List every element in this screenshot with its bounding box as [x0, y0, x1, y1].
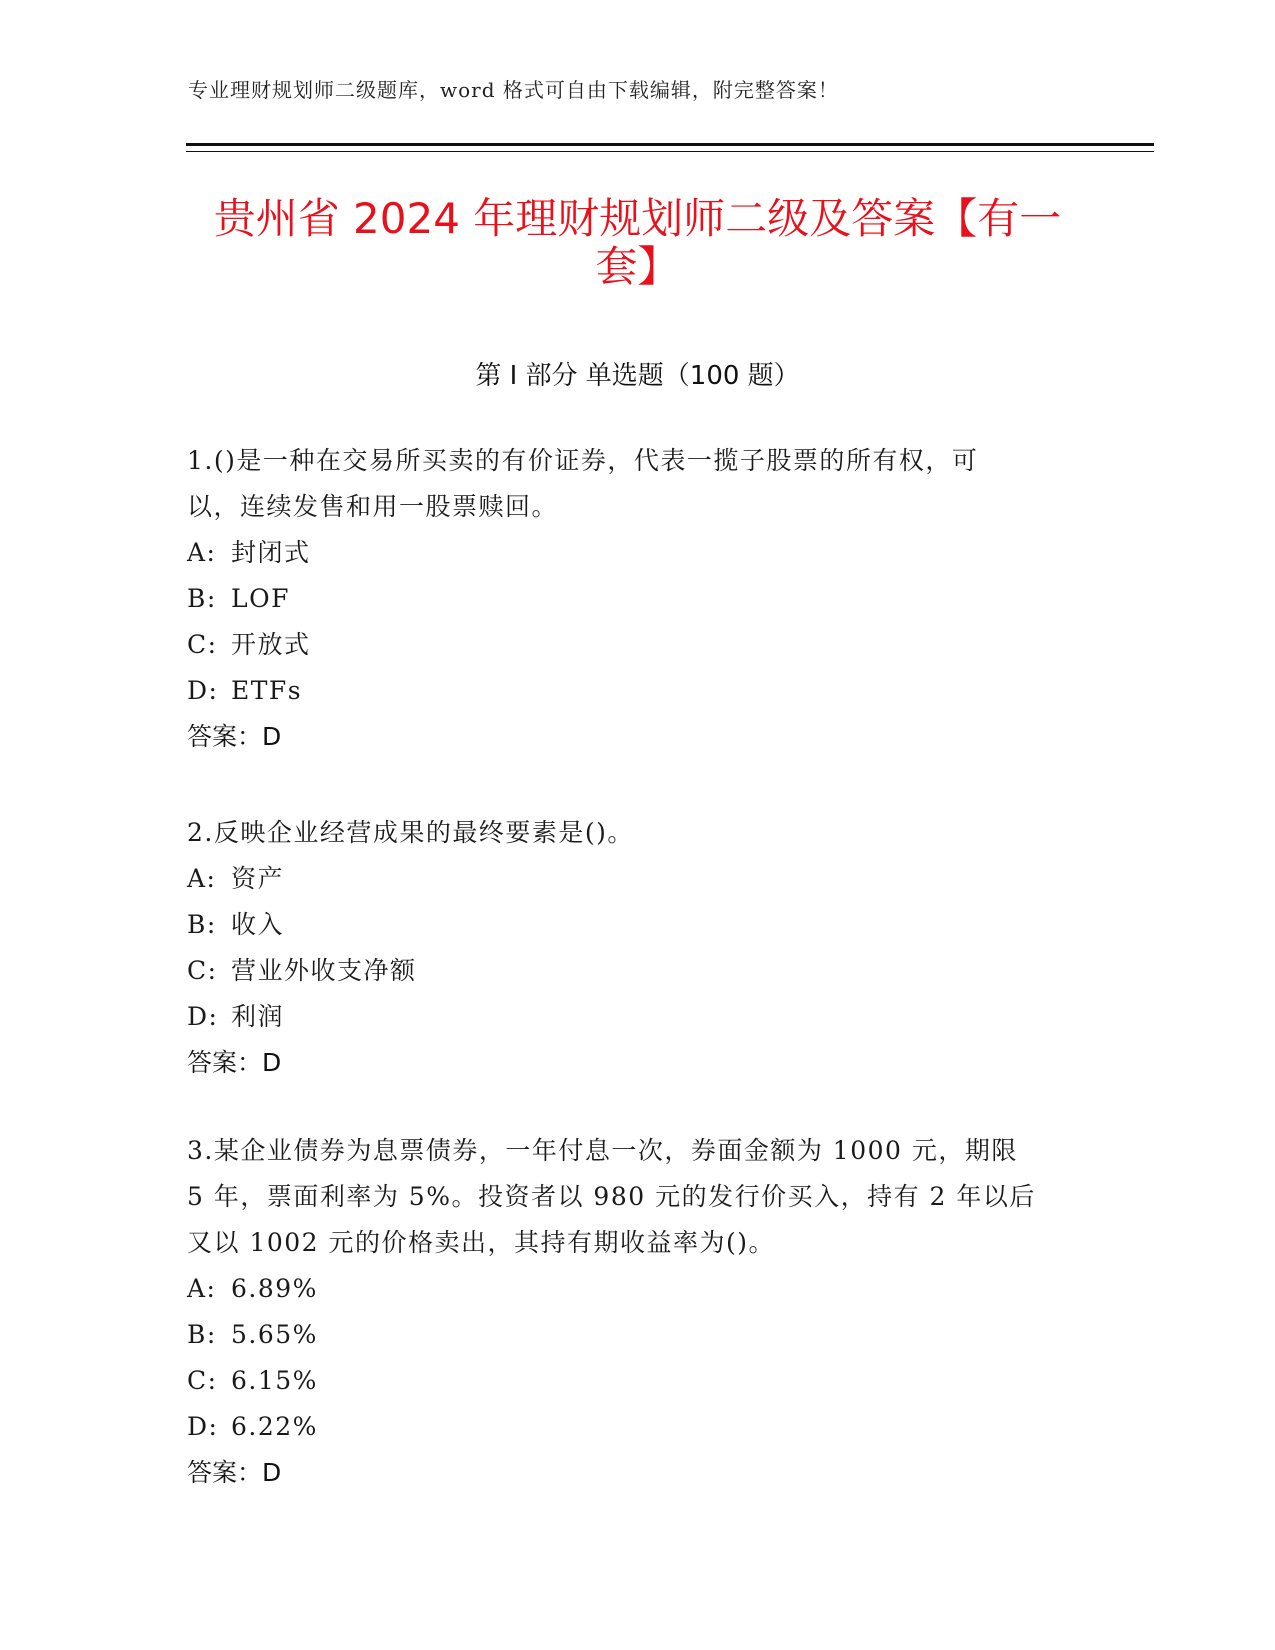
option-a: [187, 856, 1077, 902]
option-d: [187, 668, 1077, 714]
option-b: [187, 576, 1077, 622]
answer: 答案：D: [187, 1048, 282, 1077]
option-text: 6.89%: [231, 1274, 318, 1303]
question-2: [187, 810, 1077, 1086]
section-title: 第 I 部分 单选题（100 题）: [475, 361, 800, 391]
header-rule-thin: [186, 151, 1154, 152]
option-b: [187, 1312, 1077, 1358]
option-letter: A:: [187, 864, 217, 893]
option-text: 5.65%: [231, 1320, 318, 1349]
title-line-1: 贵州省 2024 年理财规划师二级及答案【有一: [213, 194, 1062, 243]
question-1: [187, 438, 1077, 760]
option-letter: D:: [187, 676, 219, 705]
option-text: 资产: [231, 864, 285, 893]
option-text: 开放式: [231, 630, 311, 659]
option-text: ETFs: [231, 676, 303, 705]
option-letter: C:: [187, 630, 218, 659]
question-stem-line: 3.某企业债券为息票债券，一年付息一次，券面金额为 1000 元，期限: [187, 1136, 1018, 1165]
option-letter: B:: [187, 584, 217, 613]
option-d: [187, 994, 1077, 1040]
option-letter: D:: [187, 1412, 219, 1441]
option-text: 利润: [231, 1002, 285, 1031]
header-note: 专业理财规划师二级题库，word 格式可自由下载编辑，附完整答案！: [188, 78, 839, 102]
option-letter: A:: [187, 538, 217, 567]
option-letter: C:: [187, 956, 218, 985]
question-3: [187, 1128, 1077, 1496]
option-text: 6.15%: [231, 1366, 318, 1395]
option-letter: B:: [187, 1320, 217, 1349]
answer: 答案：D: [187, 1458, 282, 1487]
header-rule-thick: [186, 143, 1154, 146]
option-b: [187, 902, 1077, 948]
option-text: LOF: [231, 584, 290, 613]
option-text: 封闭式: [231, 538, 311, 567]
option-letter: A:: [187, 1274, 217, 1303]
option-letter: B:: [187, 910, 217, 939]
option-text: 6.22%: [231, 1412, 318, 1441]
question-stem-line: 以，连续发售和用一股票赎回。: [187, 492, 559, 521]
option-c: [187, 1358, 1077, 1404]
option-letter: D:: [187, 1002, 219, 1031]
question-stem-line: 又以 1002 元的价格卖出，其持有期收益率为()。: [187, 1228, 776, 1257]
document-title: [150, 195, 1125, 291]
question-stem-line: 5 年，票面利率为 5%。投资者以 980 元的发行价买入，持有 2 年以后: [187, 1182, 1036, 1211]
answer: 答案：D: [187, 722, 282, 751]
option-letter: C:: [187, 1366, 218, 1395]
option-a: [187, 1266, 1077, 1312]
question-stem-line: 1.()是一种在交易所买卖的有价证券，代表一揽子股票的所有权，可: [187, 446, 979, 475]
question-stem-line: 2.反映企业经营成果的最终要素是()。: [187, 818, 634, 847]
option-c: [187, 622, 1077, 668]
option-text: 收入: [231, 910, 285, 939]
option-text: 营业外收支净额: [231, 956, 417, 985]
option-a: [187, 530, 1077, 576]
option-c: [187, 948, 1077, 994]
option-d: [187, 1404, 1077, 1450]
title-line-2: 套】: [595, 242, 680, 291]
